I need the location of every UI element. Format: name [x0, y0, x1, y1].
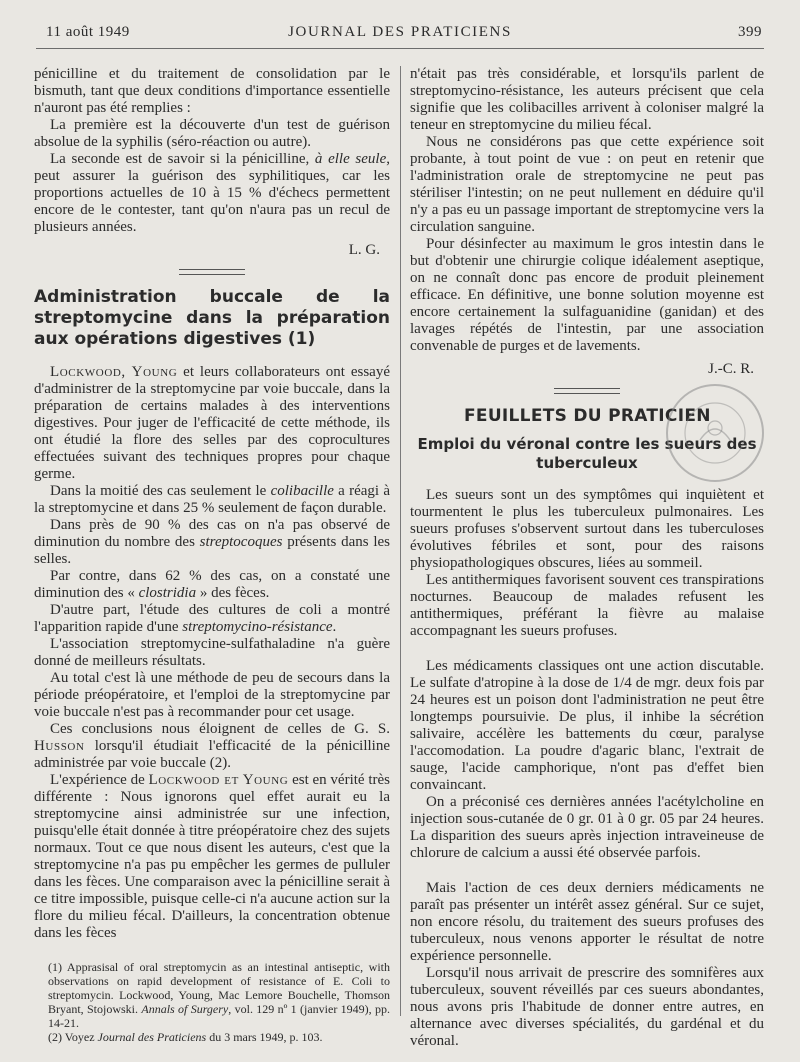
paragraph: On a préconisé ces dernières années l'acétylcholine en injection sous-cutanée de 0 gr. 01 à 0 gr. 05 par 24 heures. La disparition des sueurs après injection intraveineuse de chlorure de calcium a aussi été observée parfois.: [410, 794, 764, 861]
paragraph: Lorsqu'il nous arrivait de prescrire des somnifères aux tuberculeux, souvent réveillés par ces sueurs abondantes, nous avons pris l'habitude de donner entre autres, en alternance avec diverses spécialités, du gardénal et du véronal.: [410, 965, 764, 1049]
text-run: Ces conclusions nous éloignent de celles de G. S.: [50, 721, 390, 737]
paragraph: Nous ne considérons pas que cette expérience soit probante, à tout point de vue : on peut en retenir que l'administration orale de streptomycine ne peut pas stériliser l'intestin; on ne peut nullement en déduire qu'il n'y a pas eu un passage important de streptomycine vers la circulation sanguine.: [410, 134, 764, 235]
text-run: L'expérience de: [50, 772, 149, 788]
right-column: [410, 66, 764, 1050]
paragraph: [34, 517, 390, 568]
text-run: du 3 mars 1949, p. 103.: [206, 1030, 323, 1044]
text-italic: streptocoques: [199, 534, 283, 550]
paragraph: Mais l'action de ces deux derniers médicaments ne paraît pas présenter un intérêt assez général. Sur ce sujet, non encore résolu, du traitement des sueurs profuses des tuberculeux, nous venons apporter le résultat de notre expérience personnelle.: [410, 880, 764, 964]
footnote-2: [34, 1030, 390, 1044]
section-divider: [179, 269, 245, 275]
footnotes: [34, 960, 390, 1044]
text-italic: streptomycino-résistance: [182, 619, 333, 635]
text-run: lorsqu'il étudiait l'efficacité de la pénicilline administrée par voie buccale (2).: [34, 738, 390, 771]
header-page-number: 399: [738, 24, 762, 40]
text-run: a réagi à la streptomycine et dans 25 % seulement de façon durable.: [34, 483, 390, 516]
header-journal-title: JOURNAL DES PRATICIENS: [288, 24, 512, 40]
paragraph: Les antithermiques favorisent souvent ces transpirations nocturnes. Beaucoup de malades refusent les antithermiques, préférant la fièvre au malaise accompagnant les sueurs profuses.: [410, 572, 764, 639]
text-run: Par contre, dans 62 % des cas, on a constaté une diminution des «: [34, 568, 390, 601]
paragraph: La première est la découverte d'un test de guérison absolue de la syphilis (séro-réaction ou autre).: [34, 117, 390, 150]
text-run: La seconde est de savoir si la pénicilline,: [50, 151, 315, 167]
text-italic: à elle seule: [314, 151, 387, 167]
paragraph: L'association streptomycine-sulfathaladine n'a guère donné de meilleurs résultats.: [34, 636, 390, 669]
column-divider: [400, 66, 401, 1016]
text-run: présents dans les selles.: [34, 534, 391, 567]
paragraph: Les médicaments classiques ont une action discutable. Le sulfate d'atropine à la dose de 1/4 de mgr. deux fois par 24 heures est un poison dont l'administration ne peut être longtemps poursuivie. De plus, il inhibe la sécrétion salivaire, accélère les battements du cœur, paralyse l'accomodation. La poudre d'agaric blanc, l'extrait de sauge, l'acide camphorique, n'ont pas d'effet bien convaincant.: [410, 658, 764, 793]
author-names: Husson: [34, 738, 85, 754]
article-title: Administration buccale de la streptomycine dans la préparation aux opérations digestives (1): [34, 287, 390, 349]
library-stamp-icon: [660, 378, 770, 488]
text-italic: Journal des Praticiens: [97, 1030, 207, 1044]
left-column: [34, 66, 390, 1044]
page-header: [36, 22, 764, 44]
text-run: est en vérité très différente : Nous ignorons quel effet aurait eu la streptomycine ainsi administrée sur une infection, puisqu'elle était donnée à titre préopératoire chez des sujets normaux. Tout ce que nous disent les auteurs, c'est que la streptomycine n'a pas pu empêcher les germes de pulluler dans les fèces. Une comparaison avec la pénicilline serait à ce titre impossible, puisque celle-ci n'a aucune action sur la flore du milieu fécal. D'ailleurs, la concentration obtenue dans les fèces: [34, 772, 390, 941]
paragraph: [34, 602, 390, 636]
paragraph: Au total c'est là une méthode de peu de secours dans la période préopératoire, et l'emploi de la streptomycine par voie buccale n'est pas à recommander pour cet usage.: [34, 670, 390, 720]
text-run: (2) Voyez: [48, 1030, 98, 1044]
paragraph: pénicilline et du traitement de consolidation par le bismuth, tant que deux conditions d'importance essentielle n'auront pas été remplies :: [34, 66, 390, 116]
text-italic: clostridia: [138, 585, 197, 601]
paragraph: [34, 483, 390, 517]
text-run: et leurs collaborateurs ont essayé d'administrer de la streptomycine par voie buccale, dans la préparation de certains malades à des interventions digestives. Pour juger de l'efficacité de cette méthode, ils ont étudié la flore des selles par des coprocultures effectuées suivant des techniques propres pour chaque germe.: [34, 364, 390, 482]
text-italic: colibacille: [270, 483, 334, 499]
paragraph: [34, 151, 390, 236]
footnote-1: [34, 960, 390, 1030]
text-run: » des fèces.: [196, 585, 270, 601]
paragraph: [34, 568, 390, 602]
header-rule: [36, 48, 764, 49]
paragraph: [34, 721, 390, 772]
section-divider: [554, 388, 620, 394]
text-run: Dans la moitié des cas seulement le: [50, 483, 271, 499]
text-run: , peut assurer la guérison des syphilitiques, car les proportions actuelles de 10 à 15 % d'échecs permettent encore de le contester, tant qu'on n'aura pas un recul de plusieurs années.: [34, 151, 390, 235]
paragraph: Les sueurs sont un des symptômes qui inquiètent et tourmentent le plus les tuberculeux pulmonaires. Les sueurs profuses s'observent surtout dans les tuberculoses évolutives fébriles et sont, pour des raisons physiopathologiques obscures, liées au sommeil.: [410, 487, 764, 571]
paragraph: n'était pas très considérable, et lorsqu'ils parlent de streptomycino-résistance, les auteurs précisent que cela signifie que les colibacilles arrivent à coloniser malgré la teneur en streptomycine du milieu fécal.: [410, 66, 764, 133]
text-run: .: [332, 619, 337, 635]
text-italic: Annals of Surgery: [141, 1002, 229, 1016]
author-names: Lockwood et Young: [148, 772, 289, 788]
text-run: D'autre part, l'étude des cultures de coli a montré l'apparition rapide d'une: [34, 602, 390, 635]
paragraph: [34, 364, 390, 483]
signature-lg: L. G.: [348, 242, 380, 258]
signature-jcr: J.-C. R.: [708, 361, 754, 377]
paragraph: Pour désinfecter au maximum le gros intestin dans le but d'obtenir une chirurgie colique idéalement aseptique, on ne connaît donc pas encore de produit pleinement efficace. En définitive, une bonne solution moyenne est encore certainement la sulfaguanidine (ganidan) et des lavages répétés de l'intestin, par une association convenable de purges et de lavements.: [410, 236, 764, 354]
author-names: Lockwood, Young: [50, 364, 178, 380]
text-run: , vol. 129 nº 1 (janvier 1949), pp. 14-21.: [48, 1002, 391, 1030]
section-title: FEUILLETS DU PRATICIEN: [464, 406, 711, 426]
paragraph: [34, 772, 390, 942]
header-date: 11 août 1949: [46, 24, 130, 40]
text-run: (1) Apprasisal of oral streptomycin as an intestinal antiseptic, with observations on rapid development of resistance of E. Coli to streptomycin. Lockwood, Young, Mac Lemore Bouchelle, Thomson Bryant, Stojowski.: [48, 960, 390, 1016]
article-title: Emploi du véronal contre les sueurs des tuberculeux: [417, 435, 757, 472]
text-run: Dans près de 90 % des cas on n'a pas observé de diminution du nombre des: [34, 517, 390, 550]
